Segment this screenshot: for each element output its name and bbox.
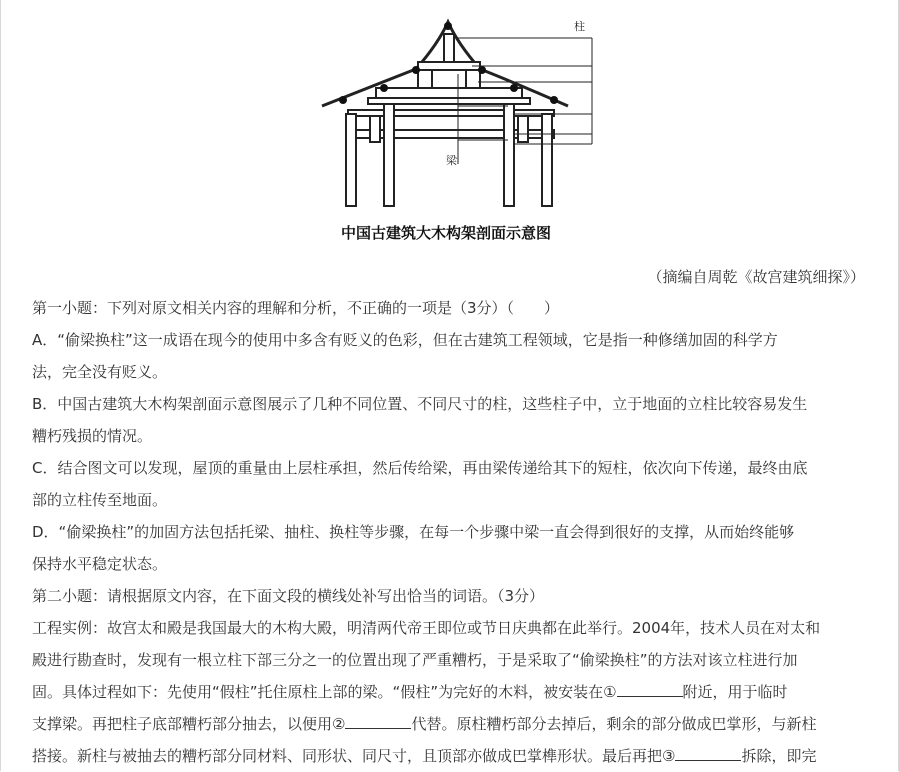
question-1-stem: 第一小题：下列对原文相关内容的理解和分析，不正确的一项是（3分）（ ） <box>32 299 560 317</box>
passage-line-4: 支撑梁。再把柱子底部糟朽部分抽去，以便用② 代替。原柱糟朽部分去掉后，剩余的部分做成巴掌形，与新柱 <box>32 715 817 733</box>
question-2-stem: 第二小题：请根据原文内容，在下面文段的横线处补写出恰当的词语。（3分） <box>32 587 545 605</box>
passage-line-5: 搭接。新柱与被抽去的糟朽部分同材料、同形状、同尺寸，且顶部亦做成巴掌榫形状。最后再把③ 拆除，即完 <box>32 747 817 765</box>
passage-line-2: 殿进行勘查时，发现有一根立柱下部三分之一的位置出现了严重糟朽，于是采取了“偷梁换柱”的方法对该立柱进行加 <box>32 651 798 669</box>
blank-3-input[interactable] <box>675 746 741 761</box>
column-label: 柱 <box>574 20 585 33</box>
option-c[interactable]: C．结合图文可以发现，屋顶的重量由上层柱承担，然后传给梁，再由梁传递给其下的短柱，依次向下传递，最终由底 部的立柱传至地面。 <box>32 459 808 509</box>
option-b[interactable]: B．中国古建筑大木构架剖面示意图展示了几种不同位置、不同尺寸的柱，这些柱子中，立于地面的立柱比较容易发生 糟朽残损的情况。 <box>32 395 808 445</box>
option-a[interactable]: A．“偷梁换柱”这一成语在现今的使用中多含有贬义的色彩，但在古建筑工程领域，它是指一种修缮加固的科学方 法，完全没有贬义。 <box>32 331 778 381</box>
blank-1-input[interactable] <box>617 682 683 697</box>
question-1 <box>32 292 874 772</box>
beam-label: 梁 <box>446 154 457 167</box>
source-citation: （摘编自周乾《故宫建筑细探》） <box>647 268 865 286</box>
passage-line-1: 工程实例：故宫太和殿是我国最大的木构大殿，明清两代帝王即位或节日庆典都在此举行。2004年，技术人员在对太和 <box>32 619 821 637</box>
figure-caption: 中国古建筑大木构架剖面示意图 <box>341 224 552 242</box>
blank-2-input[interactable] <box>345 714 411 729</box>
timber-frame-diagram <box>318 14 594 214</box>
option-d[interactable]: D．“偷梁换柱”的加固方法包括托梁、抽柱、换柱等步骤，在每一个步骤中梁一直会得到很好的支撑，从而始终能够 保持水平稳定状态。 <box>32 523 795 573</box>
passage-line-3: 固。具体过程如下：先使用“假柱”托住原柱上部的梁。“假柱”为完好的木料，被安装在① 附近，用于临时 <box>32 683 788 701</box>
